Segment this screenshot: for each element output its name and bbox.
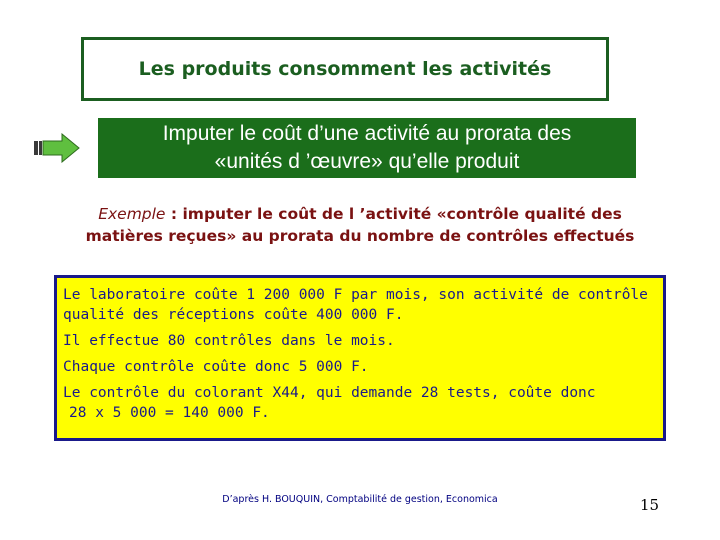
slide-title: Les produits consomment les activités xyxy=(138,58,552,80)
example-text xyxy=(60,203,660,247)
paragraph-3: Chaque contrôle coûte donc 5 000 F. xyxy=(63,359,369,375)
paragraph-2: Il effectue 80 contrôles dans le mois. xyxy=(63,333,395,349)
example-line-2: matières reçues» au prorata du nombre de contrôles effectués xyxy=(85,227,635,245)
p4-line-2: 28 x 5 000 = 140 000 F. xyxy=(69,405,270,421)
p4-line-1: Le contrôle du colorant X44, qui demande 28 tests, coûte donc xyxy=(63,385,596,401)
banner-line-1: Imputer le coût d’une activité au prorata des xyxy=(162,122,572,145)
example-text-1: : imputer le coût de l ’activité «contrôle qualité des xyxy=(165,205,622,223)
p1-line-1: Le laboratoire coûte 1 200 000 F par mois, son activité de contrôle xyxy=(63,287,648,303)
p1-line-2: qualité des réceptions coûte 400 000 F. xyxy=(63,307,404,323)
example-line-1 xyxy=(60,203,660,225)
title-box xyxy=(81,37,609,101)
source-footer: D’après H. BOUQUIN, Comptabilité de gestion, Economica xyxy=(222,494,498,505)
calculation-box xyxy=(54,275,666,441)
principle-banner xyxy=(98,118,636,178)
example-lead: Exemple xyxy=(98,205,166,223)
banner-line-2: «unités d ’œuvre» qu’elle produit xyxy=(214,150,520,173)
right-arrow-icon xyxy=(34,133,80,163)
paragraph-1 xyxy=(63,285,657,325)
paragraph-4 xyxy=(63,383,657,423)
page-number: 15 xyxy=(640,496,660,514)
